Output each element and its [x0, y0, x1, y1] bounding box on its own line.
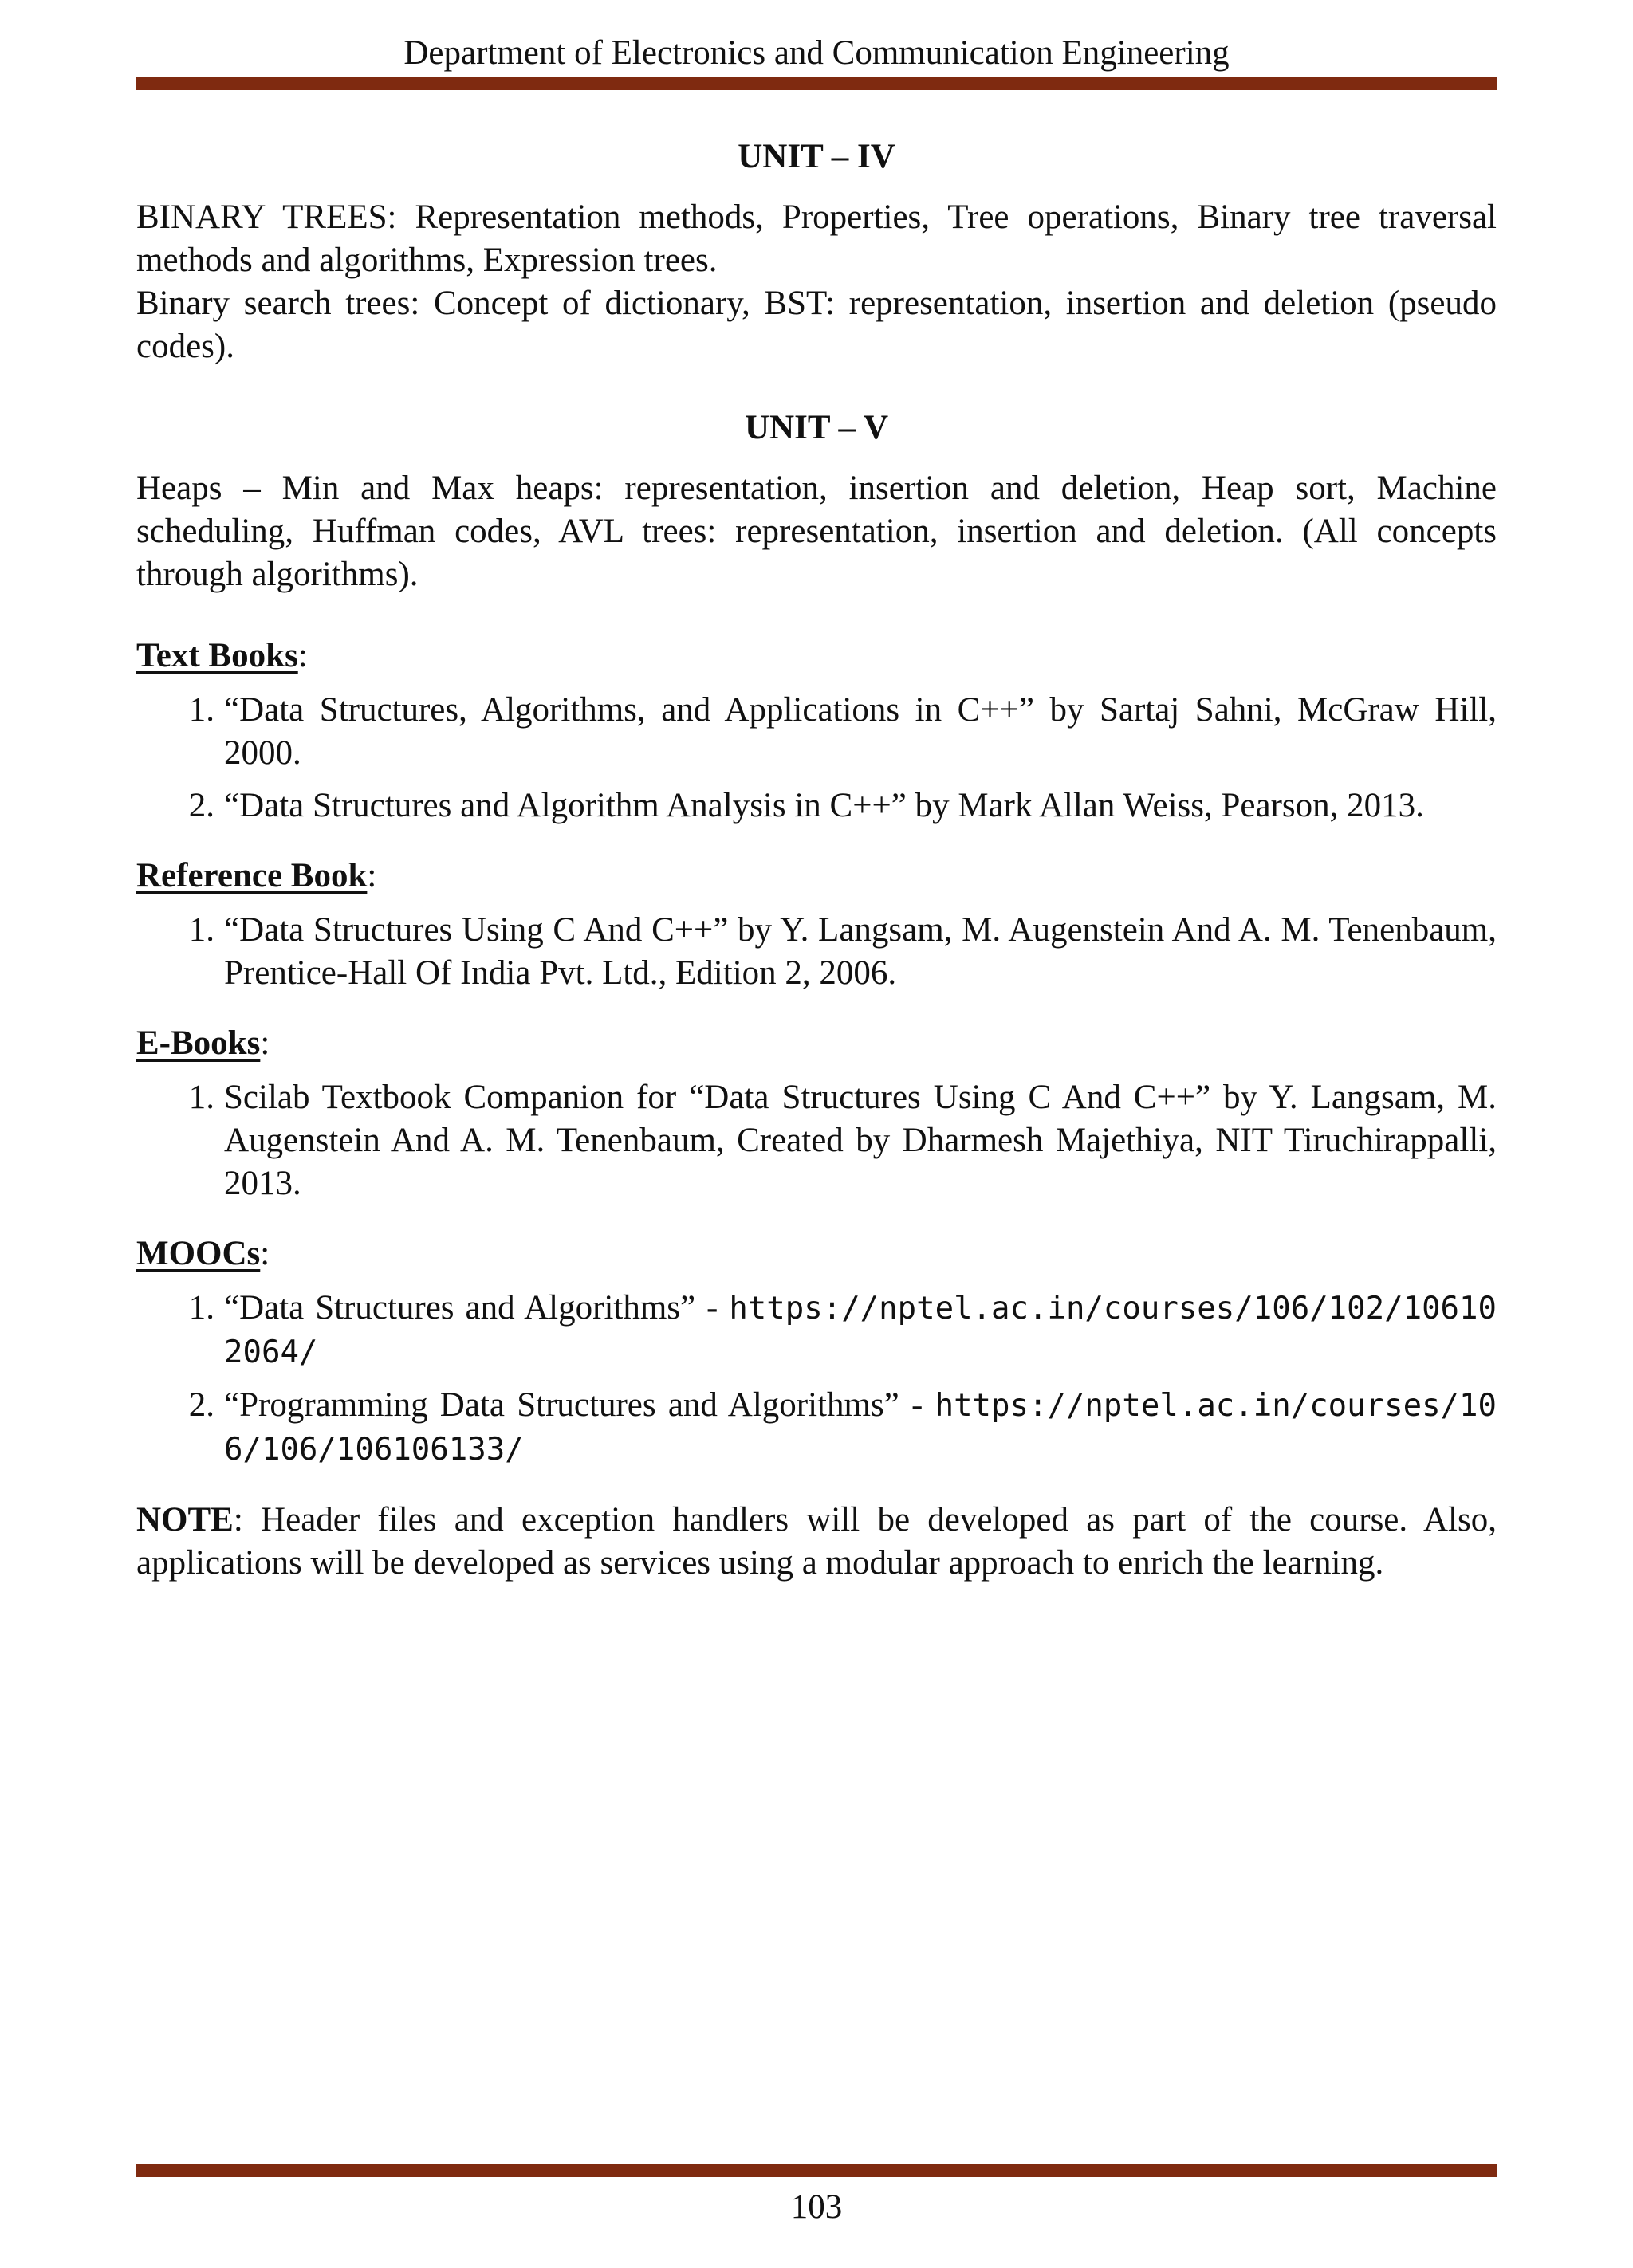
text-books-title: Text Books: [136, 637, 298, 674]
mooc-link[interactable]: https://nptel.ac.in/courses/106/106/106106133/: [224, 1388, 1497, 1468]
list-item: [136, 1287, 1497, 1374]
reference-book-list: [136, 909, 1497, 995]
list-item-text: Scilab Textbook Companion for “Data Structures Using C And C++” by Y. Langsam, M. Augenstein And A. M. Tenenbaum, Created by Dharmesh Majethiya, NIT Tiruchirappalli, 2013.: [224, 1079, 1497, 1202]
text-books-list: [136, 689, 1497, 827]
note-text: : Header files and exception handlers will be developed as part of the course. Also, applications will be developed as services using a modular approach to enrich the learning.: [136, 1501, 1497, 1582]
moocs-list: [136, 1287, 1497, 1472]
unit-4-heading: UNIT – IV: [738, 138, 895, 175]
list-item-number: 1.: [188, 1079, 214, 1116]
footer-rule: [136, 2164, 1497, 2177]
unit-4-paragraph-1: BINARY TREES: Representation methods, Properties, Tree operations, Binary tree traversal methods and algorithms, Expression trees.: [136, 198, 1497, 279]
e-books-label: [136, 1022, 1497, 1065]
reference-book-title: Reference Book: [136, 857, 368, 894]
list-item-number: 2.: [188, 787, 214, 824]
list-item-number: 2.: [188, 1386, 214, 1424]
list-item: [136, 689, 1497, 775]
e-books-list: [136, 1076, 1497, 1205]
list-item-text: “Data Structures and Algorithm Analysis in C++” by Mark Allan Weiss, Pearson, 2013.: [224, 787, 1424, 824]
list-item-number: 1.: [188, 911, 214, 949]
text-books-colon: :: [297, 637, 308, 674]
list-item-text: [224, 1287, 1497, 1374]
running-header: Department of Electronics and Communication Engineering: [403, 34, 1230, 72]
list-item: [136, 909, 1497, 995]
reference-book-label: [136, 855, 1497, 898]
page-content: [136, 136, 1497, 1585]
list-item: [136, 1076, 1497, 1205]
note-label: NOTE: [136, 1501, 234, 1539]
e-books-title: E-Books: [136, 1024, 261, 1062]
list-item-number: 1.: [188, 1289, 214, 1327]
note-paragraph: [136, 1499, 1497, 1585]
list-item-text: “Data Structures Using C And C++” by Y. Langsam, M. Augenstein And A. M. Tenenbaum, Prentice-Hall Of India Pvt. Ltd., Edition 2, 2006.: [224, 911, 1497, 992]
page-number: 103: [790, 2188, 843, 2226]
unit-5-paragraph-1: Heaps – Min and Max heaps: representation, insertion and deletion, Heap sort, Machine scheduling, Huffman codes, AVL trees: representation, insertion and deletion. (All concepts through algorithms).: [136, 470, 1497, 593]
list-item-number: 1.: [188, 691, 214, 729]
mooc-title: “Data Structures and Algorithms” -: [224, 1289, 730, 1327]
unit-4-paragraph-2: Binary search trees: Concept of dictionary, BST: representation, insertion and deletion (pseudo codes).: [136, 285, 1497, 365]
moocs-label: [136, 1232, 1497, 1276]
reference-book-colon: :: [367, 857, 377, 894]
e-books-colon: :: [260, 1024, 270, 1062]
list-item: [136, 1384, 1497, 1472]
list-item-text: [224, 1384, 1497, 1472]
header-rule: [136, 77, 1497, 90]
moocs-title: MOOCs: [136, 1235, 261, 1272]
text-books-label: [136, 635, 1497, 678]
mooc-title: “Programming Data Structures and Algorithms” -: [224, 1386, 935, 1424]
list-item-text: “Data Structures, Algorithms, and Applications in C++” by Sartaj Sahni, McGraw Hill, 2000.: [224, 691, 1497, 772]
list-item: [136, 784, 1497, 827]
unit-5-heading: UNIT – V: [744, 409, 889, 446]
moocs-colon: :: [260, 1235, 270, 1272]
mooc-link[interactable]: https://nptel.ac.in/courses/106/102/106102064/: [224, 1291, 1497, 1370]
